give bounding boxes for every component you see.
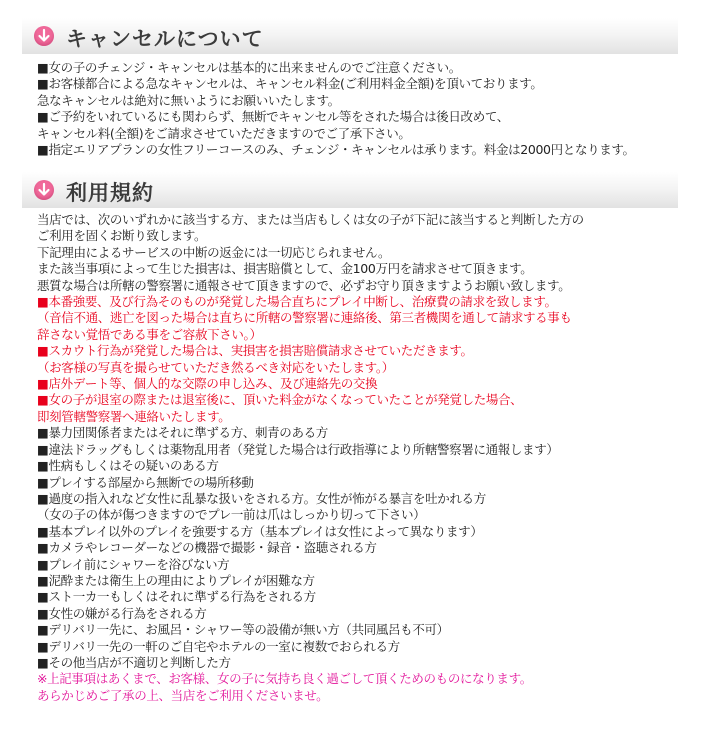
rule-line: （お客様の写真を撮らせていただき然るべき対応をいたします。） — [37, 359, 394, 375]
rule-line: ■プレイする部屋から無断での場所移動 — [37, 474, 254, 490]
rule-line: 即刻管轄警察署へ連絡いたします。 — [37, 408, 231, 424]
terms-section-header — [22, 172, 678, 208]
rule-line: ■指定エリアプランの女性フリーコースのみ、チェンジ・キャンセルは承ります。料金は2000円となります。 — [37, 142, 635, 158]
rule-line: 当店では、次のいずれかに該当する方、または当店もしくは女の子が下記に該当すると判断した方の — [37, 212, 584, 227]
rule-line: ■スト一カ一もしくはそれに準ずる行為をされる方 — [37, 589, 316, 605]
cancel-section-header — [22, 18, 678, 54]
terms-section-title: 利用規約 — [66, 181, 154, 205]
rule-line: ■女の子のチェンジ・キャンセルは基本的に出来ませんのでご注意ください。 — [37, 60, 461, 75]
rule-line: 急なキャンセルは絶対に無いようにお願いいたします。 — [37, 92, 340, 108]
rule-line: ■デリバリ一先に、お風呂・シャワー等の設備が無い方（共同風呂も不可） — [37, 622, 449, 638]
rule-line: ■デリバリ一先の一軒のご自宅やホテルの一室に複数でおられる方 — [37, 638, 400, 654]
rule-line: （音信不通、逃亡を図った場合は直ちに所轄の警察署に連絡後、第三者機関を通して請求する事も — [37, 310, 572, 326]
rule-line: キャンセル料(全額)をご請求させていただきますのでご了承下さい。 — [37, 125, 411, 141]
rule-line: ■暴力団関係者またはそれに準ずる方、刺青のある方 — [37, 425, 328, 441]
rule-line: ■女性の嫌がる行為をされる方 — [37, 605, 207, 621]
rule-line: ■女の子が退室の際または退室後に、頂いた料金がなくなっていたことが発覚した場合、 — [37, 392, 523, 408]
rule-line: ■基本プレイ以外のプレイを強要する方（基本プレイは女性によって異なります） — [37, 523, 483, 539]
down-arrow-icon — [34, 180, 54, 200]
rule-line: ご利用を固くお断り致します。 — [37, 228, 207, 244]
rule-line: ■違法ドラッグもしくは薬物乱用者（発覚した場合は行政指導により所轄警察署に通報します） — [37, 441, 559, 457]
rule-line: ■スカウト行為が発覚した場合は、実損害を損害賠償請求させていただきます。 — [37, 343, 473, 359]
rule-line: あらかじめご了承の上、当店をご利用くださいませ。 — [37, 687, 329, 703]
rule-line: 辞さない覚悟である事をご容赦下さい。） — [37, 326, 262, 342]
rule-line: ■その他当店が不適切と判断した方 — [37, 654, 231, 670]
rule-line: ■性病もしくはその疑いのある方 — [37, 458, 219, 474]
rule-line: ■プレイ前にシャワーを浴びない方 — [37, 556, 230, 572]
terms-section-body — [37, 212, 687, 704]
rule-line: ■本番強要、及び行為そのものが発覚した場合直ちにプレイ中断し、治療費の請求を致します。 — [37, 294, 557, 310]
rule-line: （女の子の体が傷つきますのでプレ一前は爪はしっかり切って下さい） — [37, 507, 426, 523]
rule-line: ■店外デート等、個人的な交際の申し込み、及び連絡先の交換 — [37, 376, 378, 392]
rule-line: ■泥酔または衛生上の理由によりプレイが困難な方 — [37, 572, 315, 588]
cancel-section-body — [37, 60, 687, 158]
rule-line: ■過度の指入れなど女性に乱暴な扱いをされる方。女性が怖がる暴言を吐かれる方 — [37, 490, 486, 506]
rule-line: ■ご予約をいれているにも関わらず、無断でキャンセル等をされた場合は後日改めて、 — [37, 109, 509, 125]
rule-line: 下記理由によるサービスの中断の返金には一切応じられません。 — [37, 244, 391, 260]
down-arrow-icon — [34, 26, 54, 46]
cancel-section-title: キャンセルについて — [66, 27, 264, 51]
rule-line: 悪質な場合は所轄の警察署に通報させて頂きますので、必ずお守り頂きますようお願い致します。 — [37, 277, 571, 293]
rule-line: ■カメラやレコーダーなどの機器で撮影・録音・盗聴される方 — [37, 540, 377, 556]
rule-line: ※上記事項はあくまで、お客様、女の子に気持ち良く過ごして頂くためのものになります。 — [37, 671, 532, 687]
rule-line: また該当事項によって生じた損害は、損害賠償として、金100万円を請求させて頂きます。 — [37, 261, 533, 277]
rule-line: ■お客様都合による急なキャンセルは、キャンセル料金(ご利用料金全額)を頂いております。 — [37, 76, 543, 92]
